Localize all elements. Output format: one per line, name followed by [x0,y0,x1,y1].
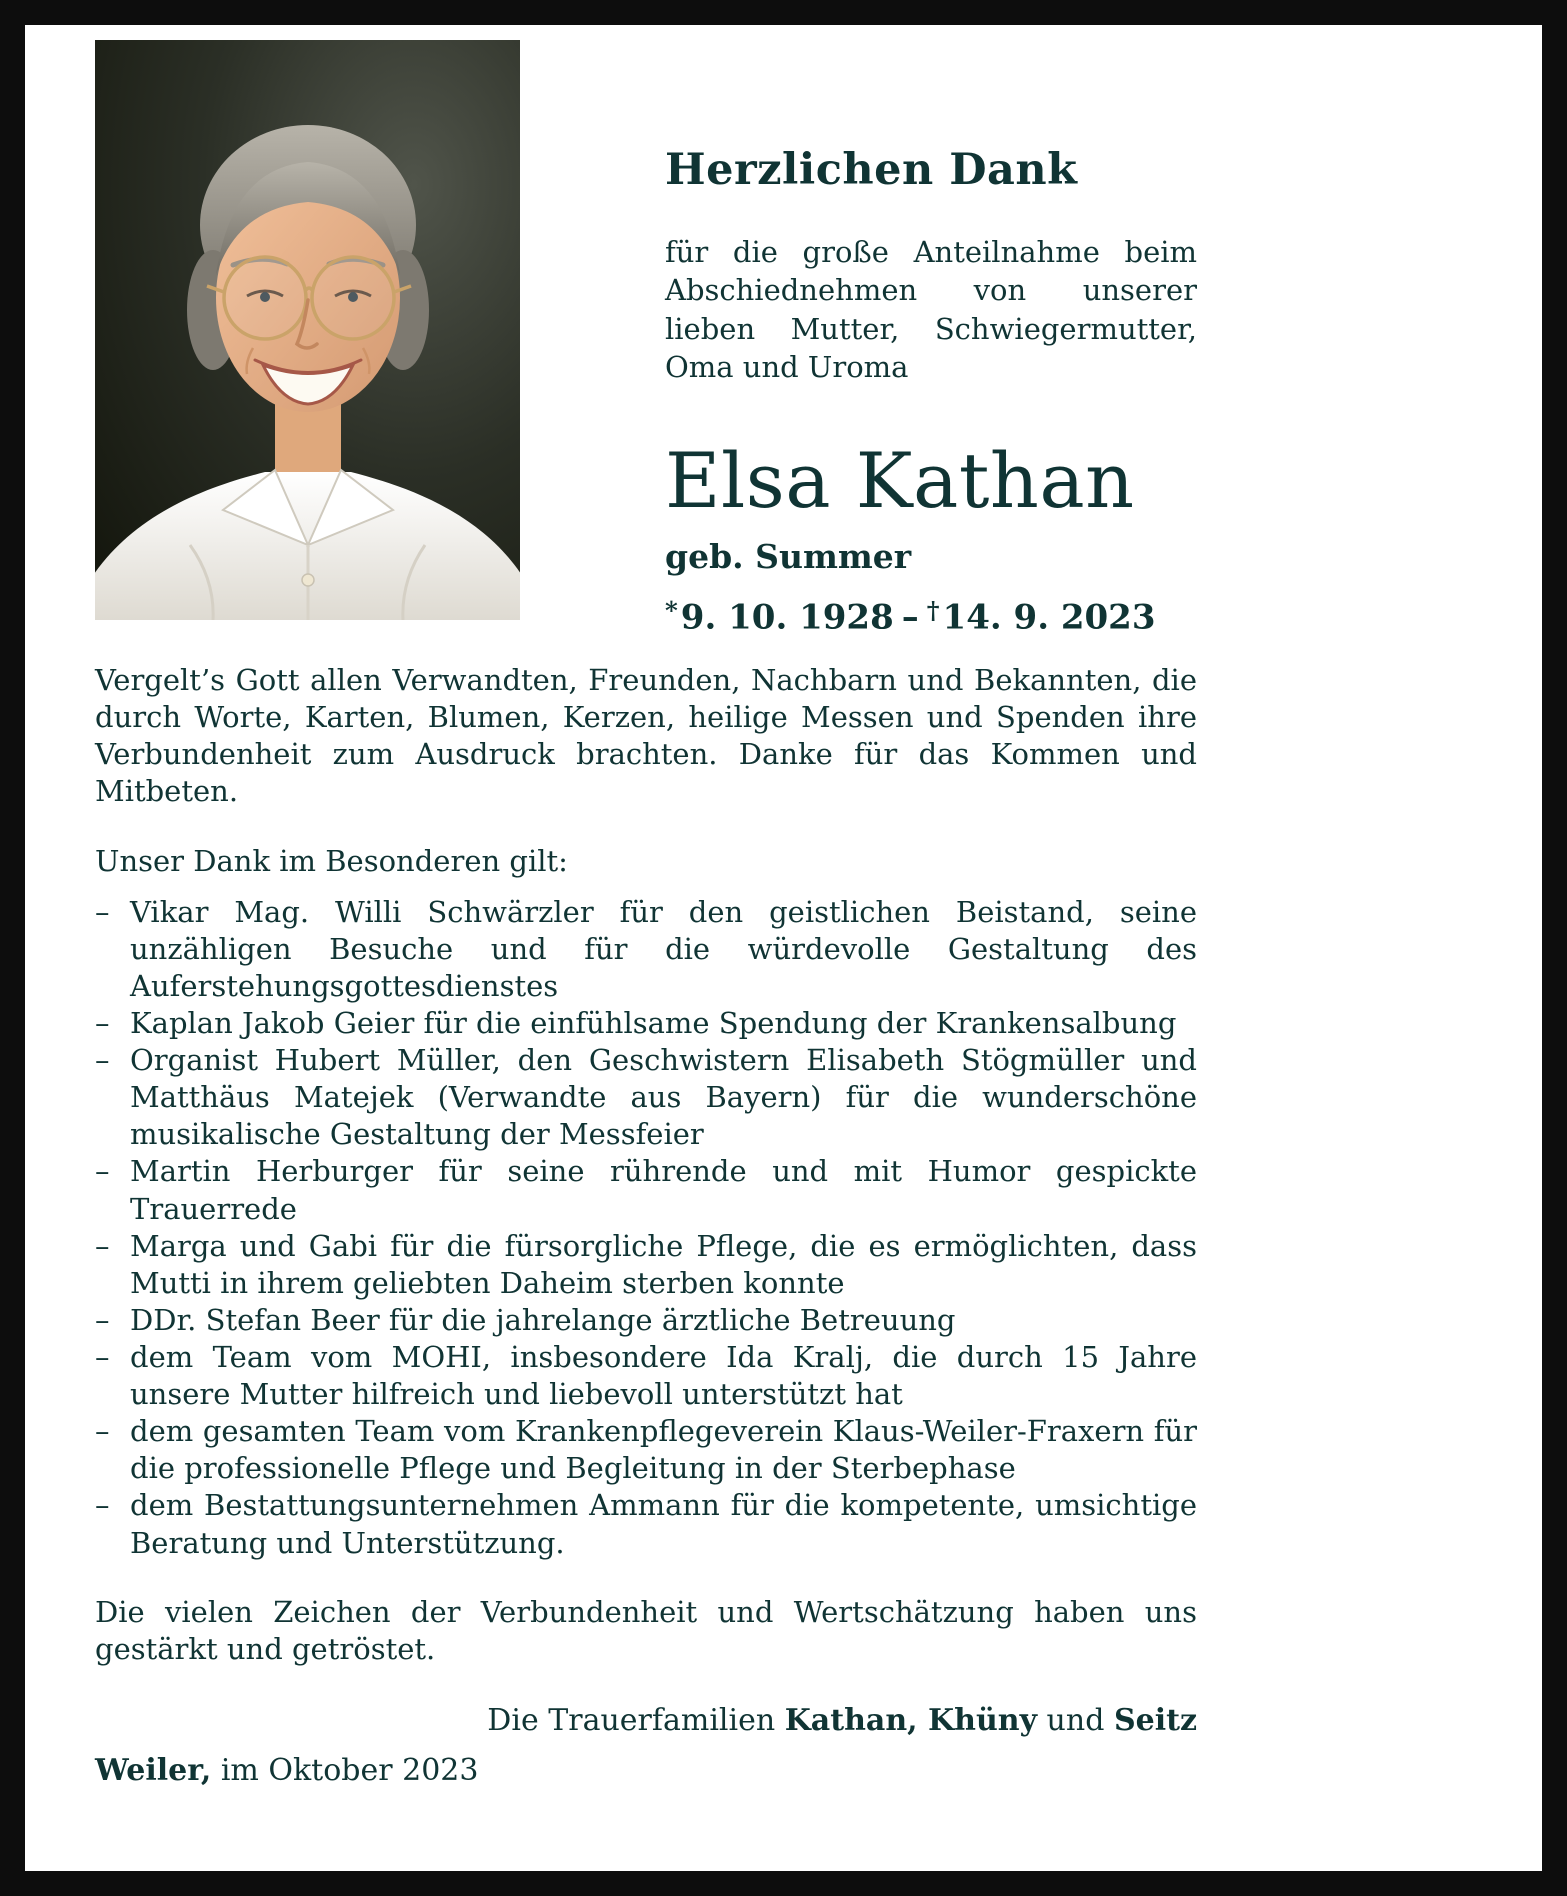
elderly-woman-portrait-icon [95,40,520,620]
card-content [25,25,1542,1871]
list-dash: – [95,1154,110,1189]
thanks-list-item: – Vikar Mag. Willi Schwärzler für den geistlichen Beistand, seine unzähligen Besuche und für die würdevolle Gestaltung des Auferstehungsgottesdienstes [95,894,1197,1005]
thanks-list-item: – Martin Herburger für seine rührende und mit Humor gespickte Trauerrede [95,1153,1197,1227]
body-text [95,662,1197,1791]
list-dash: – [95,1006,110,1041]
list-dash: – [95,1488,110,1523]
place: Weiler, [95,1753,212,1789]
thanks-list-item: – Marga und Gabi für die fürsorgliche Pflege, die es ermöglichten, dass Mutti in ihrem geliebten Daheim sterben konnte [95,1228,1197,1302]
list-dash: – [95,1228,110,1263]
family-names-1: Kathan, Khüny [784,1702,1037,1738]
birth-date: 9. 10. 1928 [680,597,894,638]
closing-paragraph: Die vielen Zeichen der Verbundenheit und Wertschätzung haben uns gestärkt und getröstet. [95,1594,1197,1666]
death-symbol: † [926,595,940,625]
list-dash: – [95,1043,110,1078]
header-text-column [665,40,1197,637]
maiden-name: geb. Summer [665,536,912,576]
intro-text: für die große Anteilnahme beim Abschiednehmen von unserer lieben Mutter, Schwiegermutter, Oma und Uroma [665,235,1197,384]
signature-line [95,1702,1197,1740]
dates-separator: – [901,597,919,638]
deceased-name: Elsa Kathan [665,436,1135,526]
thanks-list-item: – dem gesamten Team vom Krankenpflegeverein Klaus-Weiler-Fraxern für die professionelle Pflege und Begleitung in der Sterbephase [95,1413,1197,1487]
header-section [95,40,1197,637]
list-dash: – [95,1340,110,1375]
thanks-heading: Herzlichen Dank [665,145,1078,195]
date: im Oktober 2023 [220,1753,479,1789]
life-dates [665,596,1197,637]
list-dash: – [95,1414,110,1449]
signature-prefix: Die Trauerfamilien [487,1702,776,1738]
thanks-list-item: – dem Team vom MOHI, insbesondere Ida Kralj, die durch 15 Jahre unsere Mutter hilfreich und liebevoll unterstützt hat [95,1339,1197,1413]
thanks-list-item: – dem Bestattungsunternehmen Ammann für die kompetente, umsichtige Beratung und Unterstützung. [95,1487,1197,1561]
thanks-list-item: – Organist Hubert Müller, den Geschwistern Elisabeth Stögmüller und Matthäus Matejek (Verwandte aus Bayern) für die wunderschöne musikalische Gestaltung der Messfeier [95,1042,1197,1153]
thanks-list-item: – Kaplan Jakob Geier für die einfühlsame Spendung der Krankensalbung [95,1005,1197,1042]
list-dash: – [95,1302,110,1337]
thanks-list-item: – DDr. Stefan Beer für die jahrelange ärztliche Betreuung [95,1302,1197,1339]
thanks-paragraph: Vergelt’s Gott allen Verwandten, Freunden, Nachbarn und Bekannten, die durch Worte, Karten, Blumen, Kerzen, heilige Messen und Spenden ihre Verbundenheit zum Ausdruck brachten. Danke für das Kommen und Mitbeten. [95,663,1197,809]
birth-symbol: * [665,595,678,625]
signature-conjunction: und [1046,1702,1105,1738]
list-intro: Unser Dank im Besonderen gilt: [95,843,568,878]
thanks-list [95,894,1197,1562]
place-date-line [95,1752,1197,1790]
family-names-2: Seitz [1113,1702,1197,1738]
portrait-photo [95,40,520,620]
list-dash: – [95,894,110,929]
death-date: 14. 9. 2023 [942,597,1156,638]
